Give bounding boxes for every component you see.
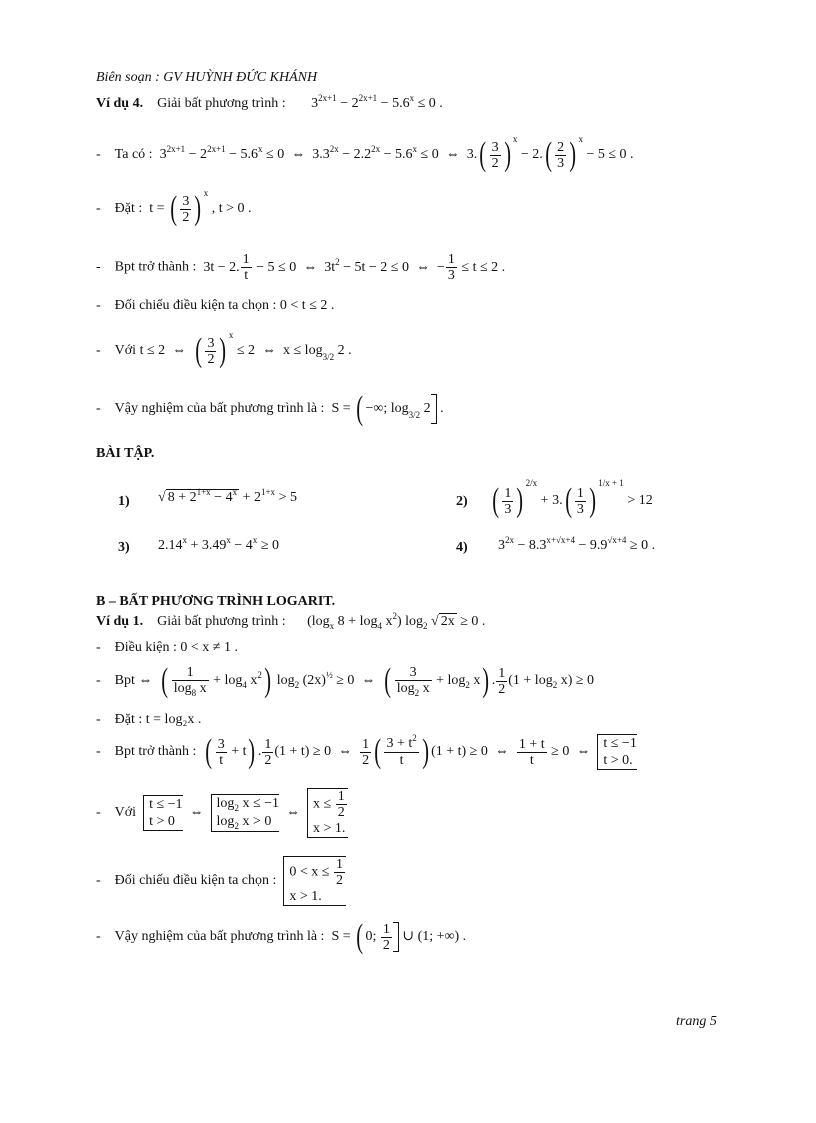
- transform-math: ( $\frac{3}{t}$ + t) . $\frac{1}{2}$ (1 + t) ≥ 0 ⇔ $\frac{1}{2}$ ( $\frac{3 + t^2}{t}$ ) (1 + t) ≥ 0 ⇔ $\frac{1 + t}{t}$ ≥ 0 ⇔ t ≤ −1 t > 0.: [205, 733, 637, 770]
- step1-label: Ta có :: [114, 147, 153, 163]
- section-b-title: B – BẤT PHƯƠNG TRÌNH LOGARIT.: [96, 594, 336, 609]
- exercise-4-number: 4): [456, 540, 468, 555]
- ex4-step-3: - Bpt trở thành : 3t − 2. $\frac{1}{t}$ − 5 ≤ 0 ⇔ $3t^2 - 5t - 2 \le 0$ ⇔ − $\frac{1}{3}$ ≤ t ≤ 2 .: [96, 252, 506, 283]
- page-number: trang 5: [676, 1014, 717, 1029]
- transform-label: Bpt trở thành :: [114, 744, 197, 760]
- exercise-1: √ $8 + 2^{1+x} - 4^x + 2^{1+x} > 5$: [158, 487, 297, 505]
- example-4-heading: [96, 93, 443, 112]
- b-condition: - Điều kiện : 0 < x ≠ 1 .: [96, 640, 238, 655]
- ex4-step-1: - Ta có : $3^{2x+1} - 2^{2x+1} - 5.6^x \le 0$ ⇔ $3.3^{2x} - 2.2^{2x} - 5.6^x \le 0$ ⇔ 3.( $\frac{3}{2}$ ) $^x$ − 2.( $\frac{2}{3}$ ) $^x$ − 5 ≤ 0 .: [96, 134, 634, 173]
- with-label: Với: [114, 805, 137, 821]
- bpt-math: ( $\frac{1}{\log_8 x}$ + $\log_4 x^2$) $\log_2 (2x)^{\frac{1}{2}} \ge 0$ ⇔ ( $\frac{3}{\log_2 x}$ + $\log_2 x$) . $\frac{1}{2}$ $(1 + \log_2 x) \ge 0$: [161, 662, 595, 699]
- step3-math: 3t − 2. $\frac{1}{t}$ − 5 ≤ 0 ⇔ $3t^2 - 5t - 2 \le 0$ ⇔ − $\frac{1}{3}$ ≤ t ≤ 2 .: [199, 252, 506, 283]
- condition-text: Điều kiện : 0 < x ≠ 1 .: [114, 640, 238, 655]
- section-b-example-1: [96, 611, 486, 631]
- b-example-1-label: Ví dụ 1.: [96, 614, 144, 629]
- example-4-label: Ví dụ 4.: [96, 96, 144, 111]
- ex4-step-5: - Với t ≤ 2 ⇔ ( $\frac{3}{2}$ ) $^x$ ≤ 2 ⇔ $x \le \log_{3/2} 2$ .: [96, 330, 352, 369]
- step5-label: Với t ≤ 2: [114, 343, 166, 359]
- b-example-1-prompt: Giải bất phương trình :: [157, 614, 286, 629]
- final-math: S = ( 0; $\frac{1}{2}$ ∪ (1; +∞) .: [327, 918, 467, 955]
- b-compare-step: - Đối chiếu điều kiện ta chọn : 0 < x ≤ $\frac{1}{2}$ x > 1.: [96, 856, 346, 906]
- author-header: Biên soạn : GV HUỲNH ĐỨC KHÁNH: [96, 70, 318, 85]
- example-4-expression: $3^{2x+1} - 2^{2x+1} - 5.6^x \le 0$ .: [311, 93, 443, 111]
- step5-math: ⇔ ( $\frac{3}{2}$ ) $^x$ ≤ 2 ⇔ $x \le \log_{3/2} 2$ .: [168, 330, 352, 369]
- compare-label: Đối chiếu điều kiện ta chọn :: [114, 873, 277, 889]
- b-with-step: - Với t ≤ −1 t > 0 ⇔ $\log_2 x \le -1$ $\log_2 x > 0$ ⇔ x ≤ $\frac{1}{2}$ x > 1.: [96, 788, 348, 838]
- b-bpt-step: - Bpt ⇔ ( $\frac{1}{\log_8 x}$ + $\log_4 x^2$) $\log_2 (2x)^{\frac{1}{2}} \ge 0$ ⇔ ( $\frac{3}{\log_2 x}$ + $\log_2 x$) . $\frac{1}{2}$ $(1 + \log_2 x) \ge 0$: [96, 662, 595, 699]
- final-label: Vậy nghiệm của bất phương trình là :: [114, 929, 325, 945]
- with-math: t ≤ −1 t > 0 ⇔ $\log_2 x \le -1$ $\log_2 x > 0$ ⇔ x ≤ $\frac{1}{2}$ x > 1.: [140, 805, 348, 820]
- b-final-step: - Vậy nghiệm của bất phương trình là : S = ( 0; $\frac{1}{2}$ ∪ (1; +∞) .: [96, 918, 467, 955]
- ex4-step-2: - Đặt : t = ( $\frac{3}{2}$ ) $^x$ , t > 0 .: [96, 188, 252, 227]
- exercises-title: BÀI TẬP.: [96, 446, 155, 461]
- compare-math: 0 < x ≤ $\frac{1}{2}$ x > 1.: [280, 873, 346, 888]
- exercise-1-number: 1): [118, 494, 130, 509]
- b-transform-step: - Bpt trở thành : ( $\frac{3}{t}$ + t) . $\frac{1}{2}$ (1 + t) ≥ 0 ⇔ $\frac{1}{2}$ ( $\frac{3 + t^2}{t}$ ) (1 + t) ≥ 0 ⇔ $\frac{1 + t}{t}$ ≥ 0 ⇔ t ≤ −1 t > 0.: [96, 733, 637, 770]
- step4-text: Đối chiếu điều kiện ta chọn : 0 < t ≤ 2 .: [114, 298, 335, 313]
- step6-math: S = ( −∞; $\log_{3/2} 2$ .: [327, 390, 444, 427]
- exercise-3-number: 3): [118, 540, 130, 555]
- step3-label: Bpt trở thành :: [114, 259, 197, 275]
- exercise-3: $2.14^x + 3.49^x - 4^x \ge 0$: [158, 535, 279, 553]
- step2-math: t = ( $\frac{3}{2}$ ) $^x$ , t > 0 .: [145, 188, 252, 227]
- exercise-2-number: 2): [456, 494, 468, 509]
- step2-label: Đặt :: [114, 201, 143, 217]
- b-set-step: - Đặt : t = log₂x .: [96, 712, 202, 727]
- example-4-prompt: Giải bất phương trình :: [157, 96, 286, 111]
- set-text: Đặt : t = log₂x .: [114, 712, 202, 727]
- exercise-2: ( $\frac{1}{3}$ ) $^{2/x}$ + 3.( $\frac{1}{3}$ ) $^{1/x + 1}$ > 12: [492, 478, 653, 519]
- step6-label: Vậy nghiệm của bất phương trình là :: [114, 401, 325, 417]
- ex4-step-6: - Vậy nghiệm của bất phương trình là : S = ( −∞; $\log_{3/2} 2$ .: [96, 390, 444, 427]
- exercise-4: $3^{2x} - 8.3^{x+√x+4} - 9.9^{√x+4} \ge 0$ .: [498, 535, 656, 553]
- ex4-step-4: - Đối chiếu điều kiện ta chọn : 0 < t ≤ 2 .: [96, 298, 335, 313]
- step1-math: $3^{2x+1} - 2^{2x+1} - 5.6^x \le 0$ ⇔ $3.3^{2x} - 2.2^{2x} - 5.6^x \le 0$ ⇔ 3.( $\frac{3}{2}$ ) $^x$ − 2.( $\frac{2}{3}$ ) $^x$ − 5 ≤ 0 .: [156, 134, 634, 173]
- bpt-label: Bpt ⇔: [114, 673, 153, 689]
- b-example-1-expression: ($\log_x$ $8 + \log_4 x^2$) $\log_2$ √ 2x ≥ 0 .: [307, 611, 486, 631]
